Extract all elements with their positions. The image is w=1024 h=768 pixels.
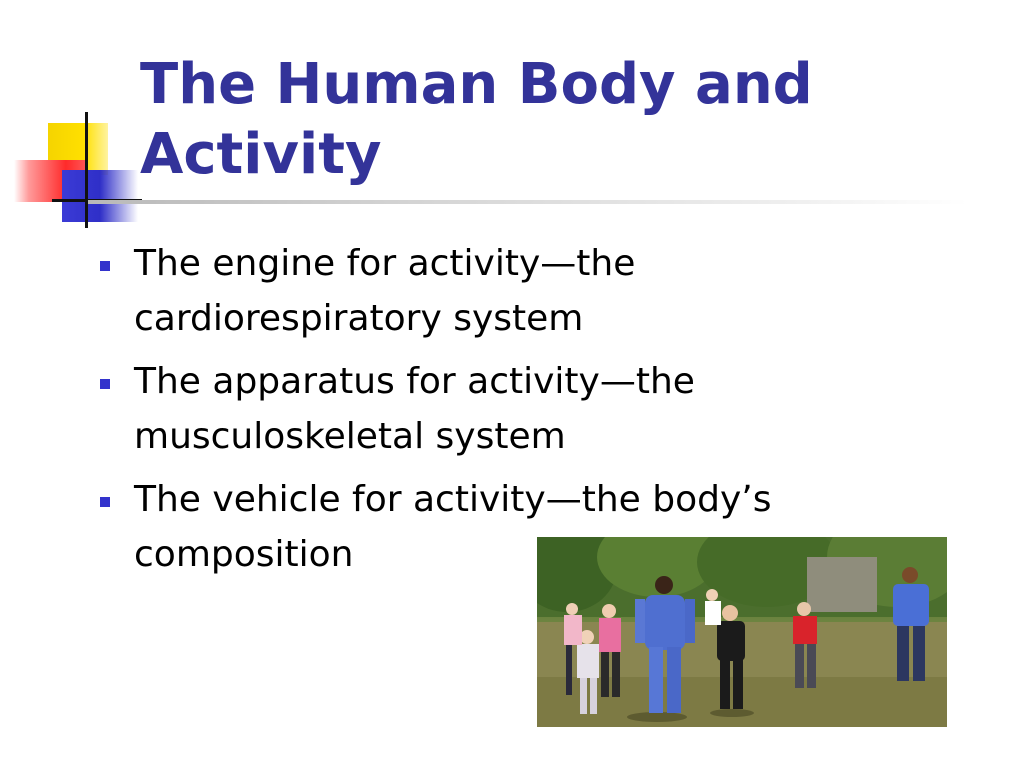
decoration-vertical-line bbox=[85, 112, 88, 228]
slide-title bbox=[140, 50, 940, 190]
square-bullet-icon bbox=[100, 261, 110, 271]
title-underline-rule bbox=[88, 200, 968, 204]
photo-illustration bbox=[537, 537, 947, 727]
bullet-text-line: The apparatus for activity—the bbox=[134, 361, 695, 402]
bullet-text-line: cardiorespiratory system bbox=[134, 298, 584, 339]
bullet-text-line: musculoskeletal system bbox=[134, 416, 566, 457]
square-bullet-icon bbox=[100, 379, 110, 389]
bullet-text-line: The engine for activity—the bbox=[134, 243, 636, 284]
square-bullet-icon bbox=[100, 497, 110, 507]
bullet-text-line: The vehicle for activity—the body’s bbox=[134, 479, 772, 520]
bullet-text-line: composition bbox=[134, 534, 354, 575]
slide-title-line-1: The Human Body and bbox=[140, 52, 813, 117]
bullet-item bbox=[96, 354, 896, 464]
bullet-item bbox=[96, 236, 896, 346]
activity-photo bbox=[537, 537, 947, 727]
slide-title-line-2: Activity bbox=[140, 122, 382, 187]
blue-square bbox=[62, 170, 138, 222]
